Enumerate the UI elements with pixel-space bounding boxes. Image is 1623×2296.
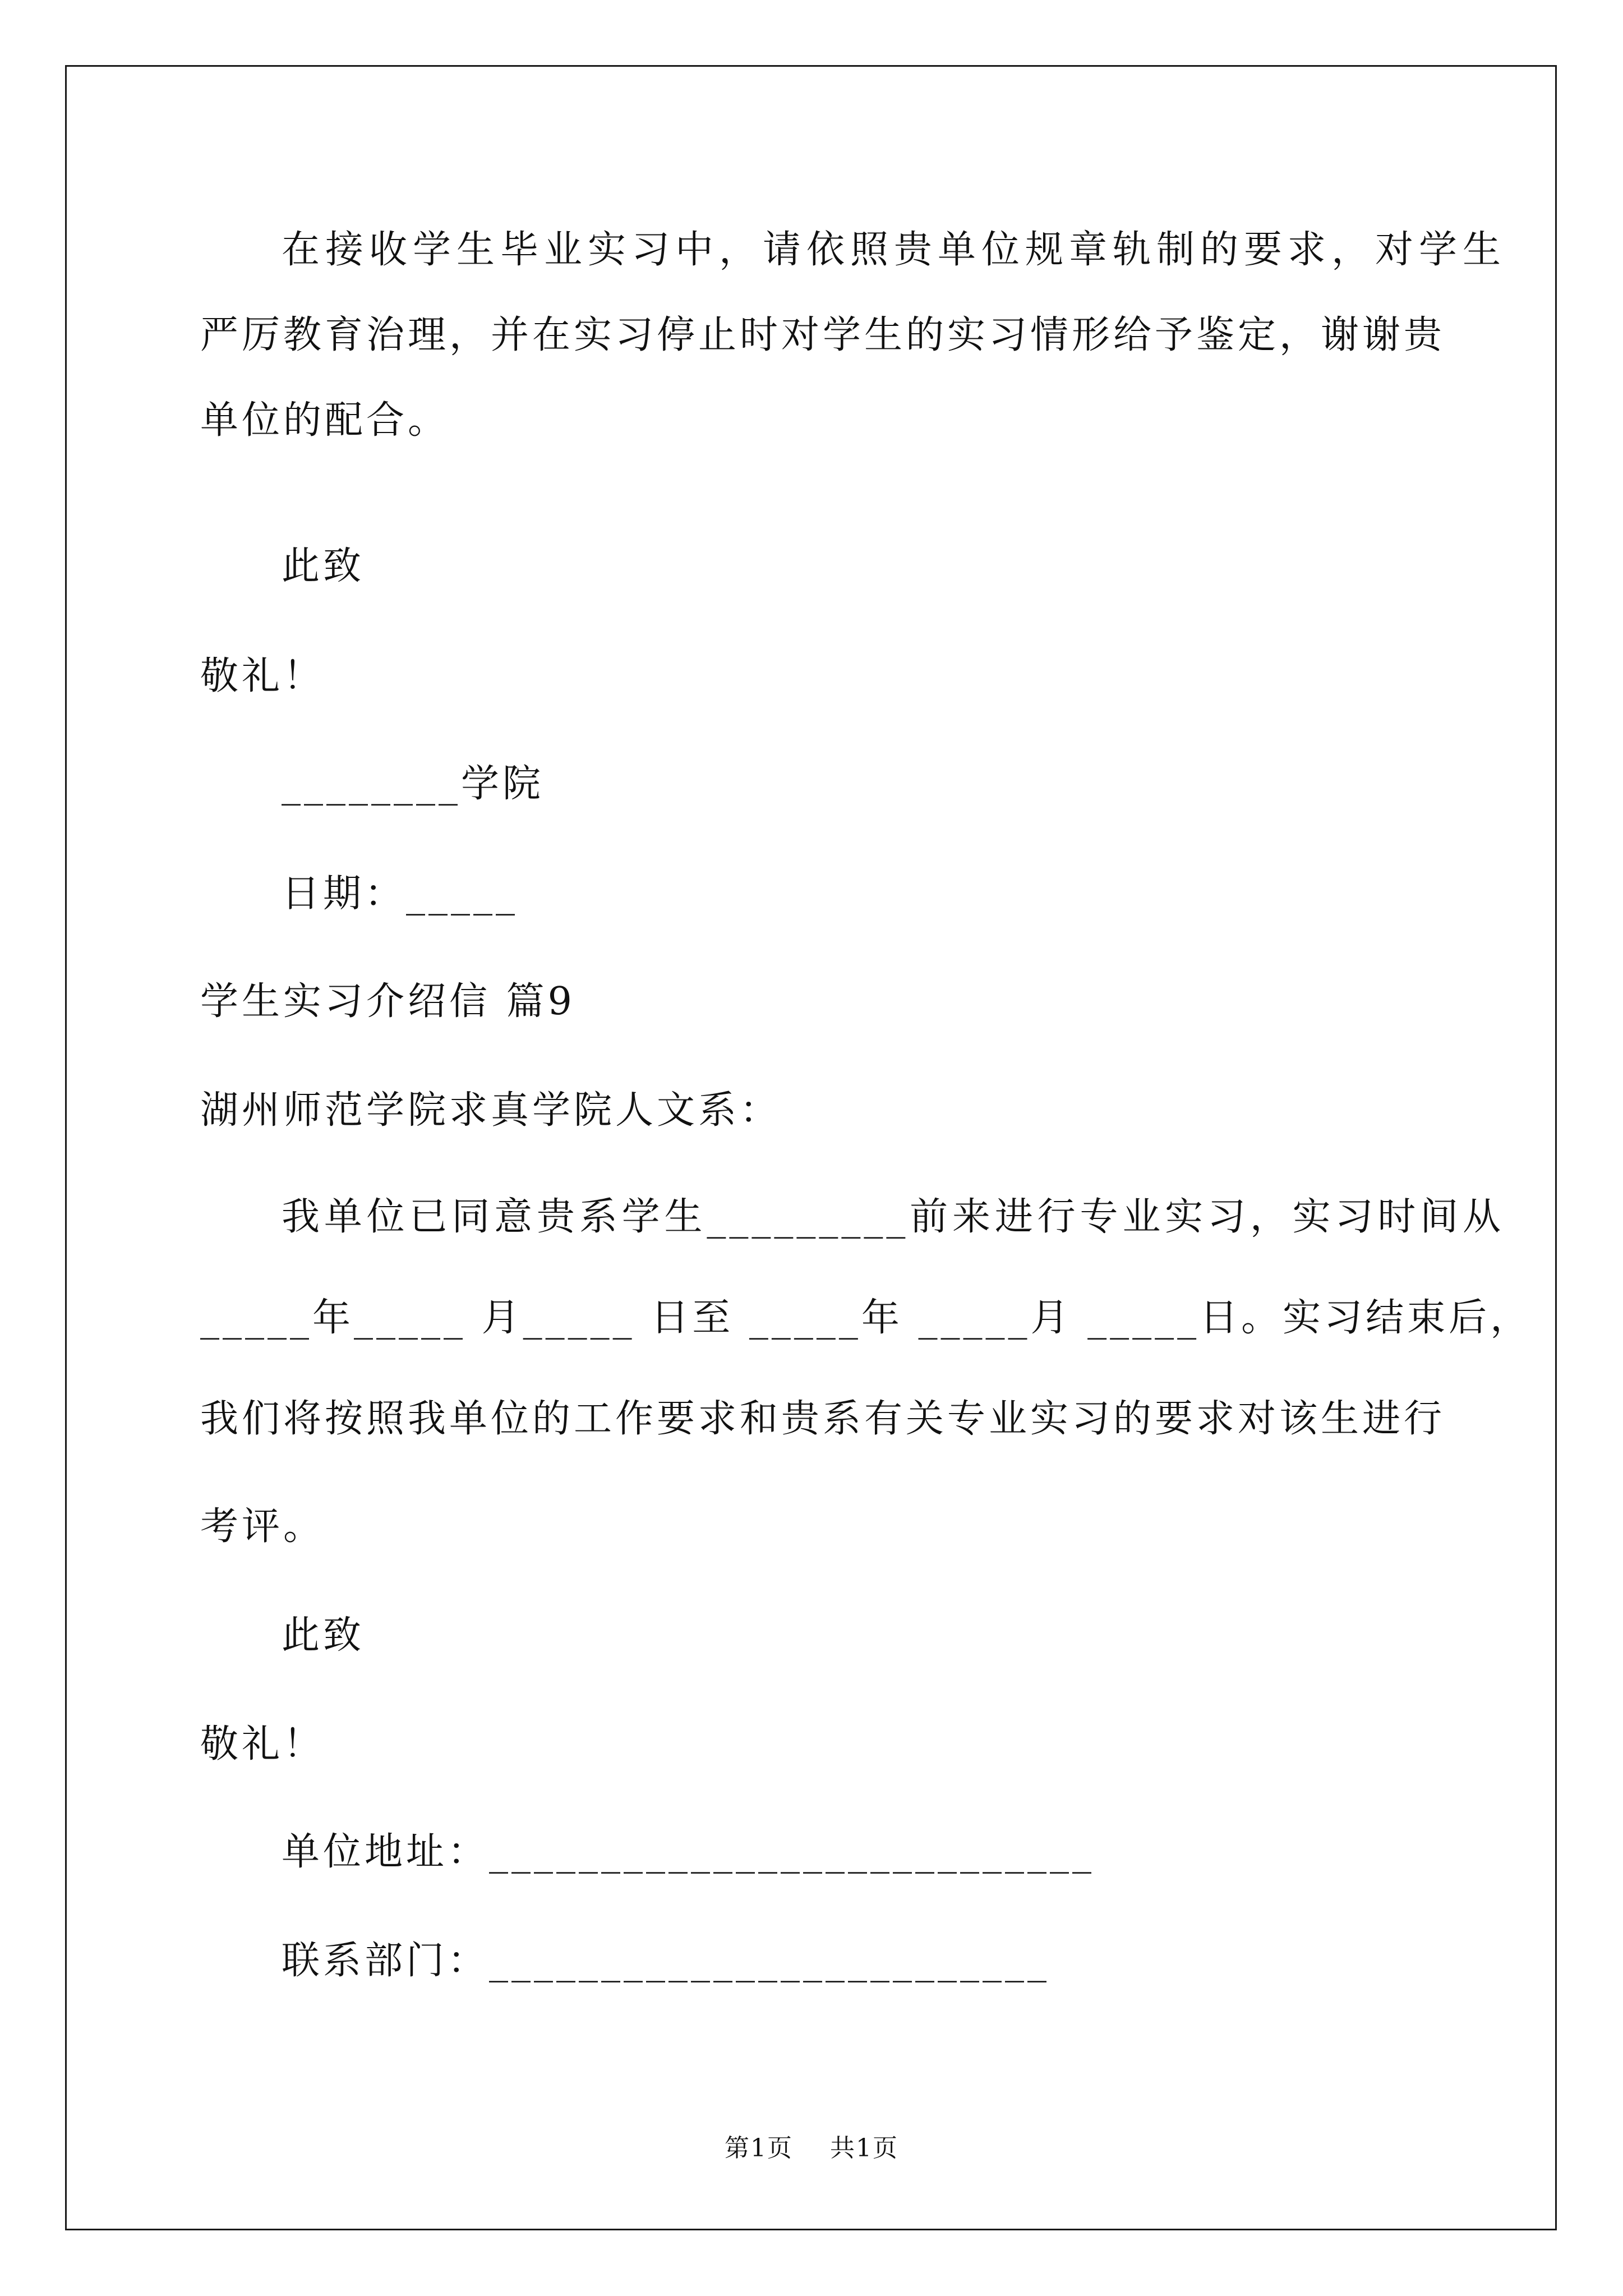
signature-college: ________学院 — [282, 762, 545, 806]
closing-salutation: 此致 — [282, 1613, 365, 1658]
paragraph-line: 在接收学生毕业实习中，请依照贵单位规章轨制的要求，对学生 — [282, 228, 1504, 272]
paragraph-line: 我们将按照我单位的工作要求和贵系有关专业实习的要求对该生进行 — [200, 1397, 1446, 1441]
page-number: 第1页 — [725, 2134, 793, 2162]
paragraph-line: 考评。 — [200, 1504, 325, 1549]
section-heading: 学生实习介绍信 篇9 — [200, 979, 575, 1024]
paragraph-line: 单位的配合。 — [200, 398, 450, 443]
closing-regards: 敬礼！ — [200, 654, 325, 698]
page-total: 共1页 — [830, 2134, 898, 2162]
recipient-line: 湖州师范学院求真学院人文系： — [200, 1088, 782, 1133]
paragraph-line: _____年_____ 月_____ 日至 _____年 _____月 _____日。实习结束后， — [200, 1296, 1532, 1340]
page-footer — [0, 2132, 1623, 2165]
contact-department-field: 联系部门：_________________________ — [282, 1939, 1050, 1983]
paragraph-line: 我单位已同意贵系学生_________前来进行专业实习，实习时间从 — [282, 1195, 1504, 1239]
closing-salutation: 此致 — [282, 544, 365, 588]
unit-address-field: 单位地址：___________________________ — [282, 1830, 1095, 1874]
closing-regards: 敬礼！ — [200, 1722, 325, 1766]
page-border — [65, 65, 1557, 2230]
signature-date: 日期：_____ — [282, 872, 519, 916]
paragraph-line: 严厉教育治理，并在实习停止时对学生的实习情形给予鉴定，谢谢贵 — [200, 313, 1446, 357]
